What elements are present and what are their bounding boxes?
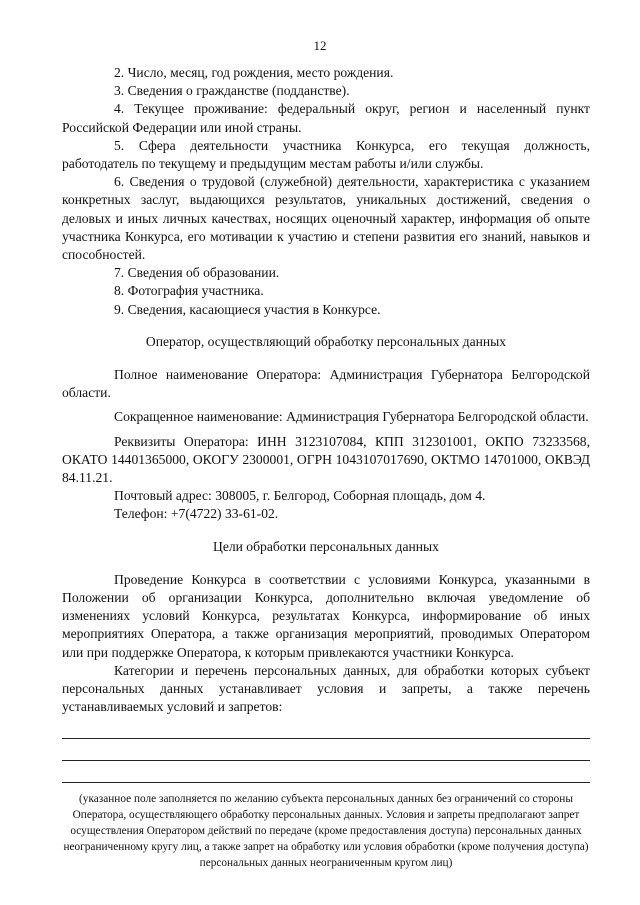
operator-full-name: Полное наименование Оператора: Администрация Губернатора Белгородской области. <box>62 367 590 401</box>
list-item: 5. Сфера деятельности участника Конкурса, его текущая должность, работодатель по текущему и предыдущим местам работы и/или службы. <box>62 137 590 172</box>
goals-heading: Цели обработки персональных данных <box>213 538 439 554</box>
list-item: 7. Сведения об образовании. <box>114 265 280 281</box>
operator-phone: Телефон: +7(4722) 33-61-02. <box>114 506 279 522</box>
list-item: 9. Сведения, касающиеся участия в Конкурсе. <box>114 301 381 317</box>
list-item: 2. Число, месяц, год рождения, место рождения. <box>114 65 394 80</box>
list-item: 8. Фотография участника. <box>114 283 264 299</box>
list-item: 3. Сведения о гражданстве (подданстве). <box>114 83 350 99</box>
document-body <box>62 64 590 872</box>
page-number: 12 <box>313 38 327 53</box>
goals-paragraph: Проведение Конкурса в соответствии с условиями Конкурса, указанными в Положении об организации Конкурса, дополнительно включая уведомление об изменениях условий Конкурса, результатах Конкурса, информирование об иных мероприятиях Оператора, а также организация мероприятий, проводимых Оператором или при поддержке Оператора, к которым привлекаются участники Конкурса. <box>62 571 590 660</box>
personal-data-list <box>62 64 590 319</box>
operator-requisites: Реквизиты Оператора: ИНН 3123107084, КПП 312301001, ОКПО 73233568, ОКАТО 14401365000, ОКОГУ 2300001, ОГРН 1043107017690, ОКТМО 14701000, ОКВЭД 84.11.21. <box>62 433 590 486</box>
footnote: (указанное поле заполняется по желанию субъекта персональных данных без ограничений со стороны Оператора, осуществляющего обработку персональных данных. Условия и запреты предполагают запрет осуществления Оператором действий по передаче (кроме предоставления доступа) персональных данных неограниченному кругу лиц, а также запрет на обработку или условия обработки (кроме получения доступа) персональных данных неограниченным кругом лиц) <box>63 792 589 870</box>
operator-address: Почтовый адрес: 308005, г. Белгород, Соборная площадь, дом 4. <box>114 488 486 504</box>
categories-paragraph: Категории и перечень персональных данных, для обработки которых субъект персональных данных устанавливает условия и запреты, а также перечень устанавливаемых условий и запретов: <box>62 662 590 715</box>
fill-in-line[interactable] <box>62 738 590 739</box>
operator-heading: Оператор, осуществляющий обработку персональных данных <box>145 333 507 349</box>
fill-in-line[interactable] <box>62 760 590 761</box>
list-item: 6. Сведения о трудовой (служебной) деятельности, характеристика с указанием конкретных заслуг, выдающихся результатов, уникальных достижений, сведения о деловых и иных личных качествах, носящих оценочный характер, информация об опыте участника Конкурса, его мотивации к участию и степени развития его знаний, навыков и способностей. <box>62 174 590 263</box>
fill-in-line[interactable] <box>62 782 590 783</box>
operator-short-name: Сокращенное наименование: Администрация Губернатора Белгородской области. <box>114 409 589 425</box>
list-item: 4. Текущее проживание: федеральный округ, регион и населенный пункт Российской Федерации или иной страны. <box>62 101 590 135</box>
